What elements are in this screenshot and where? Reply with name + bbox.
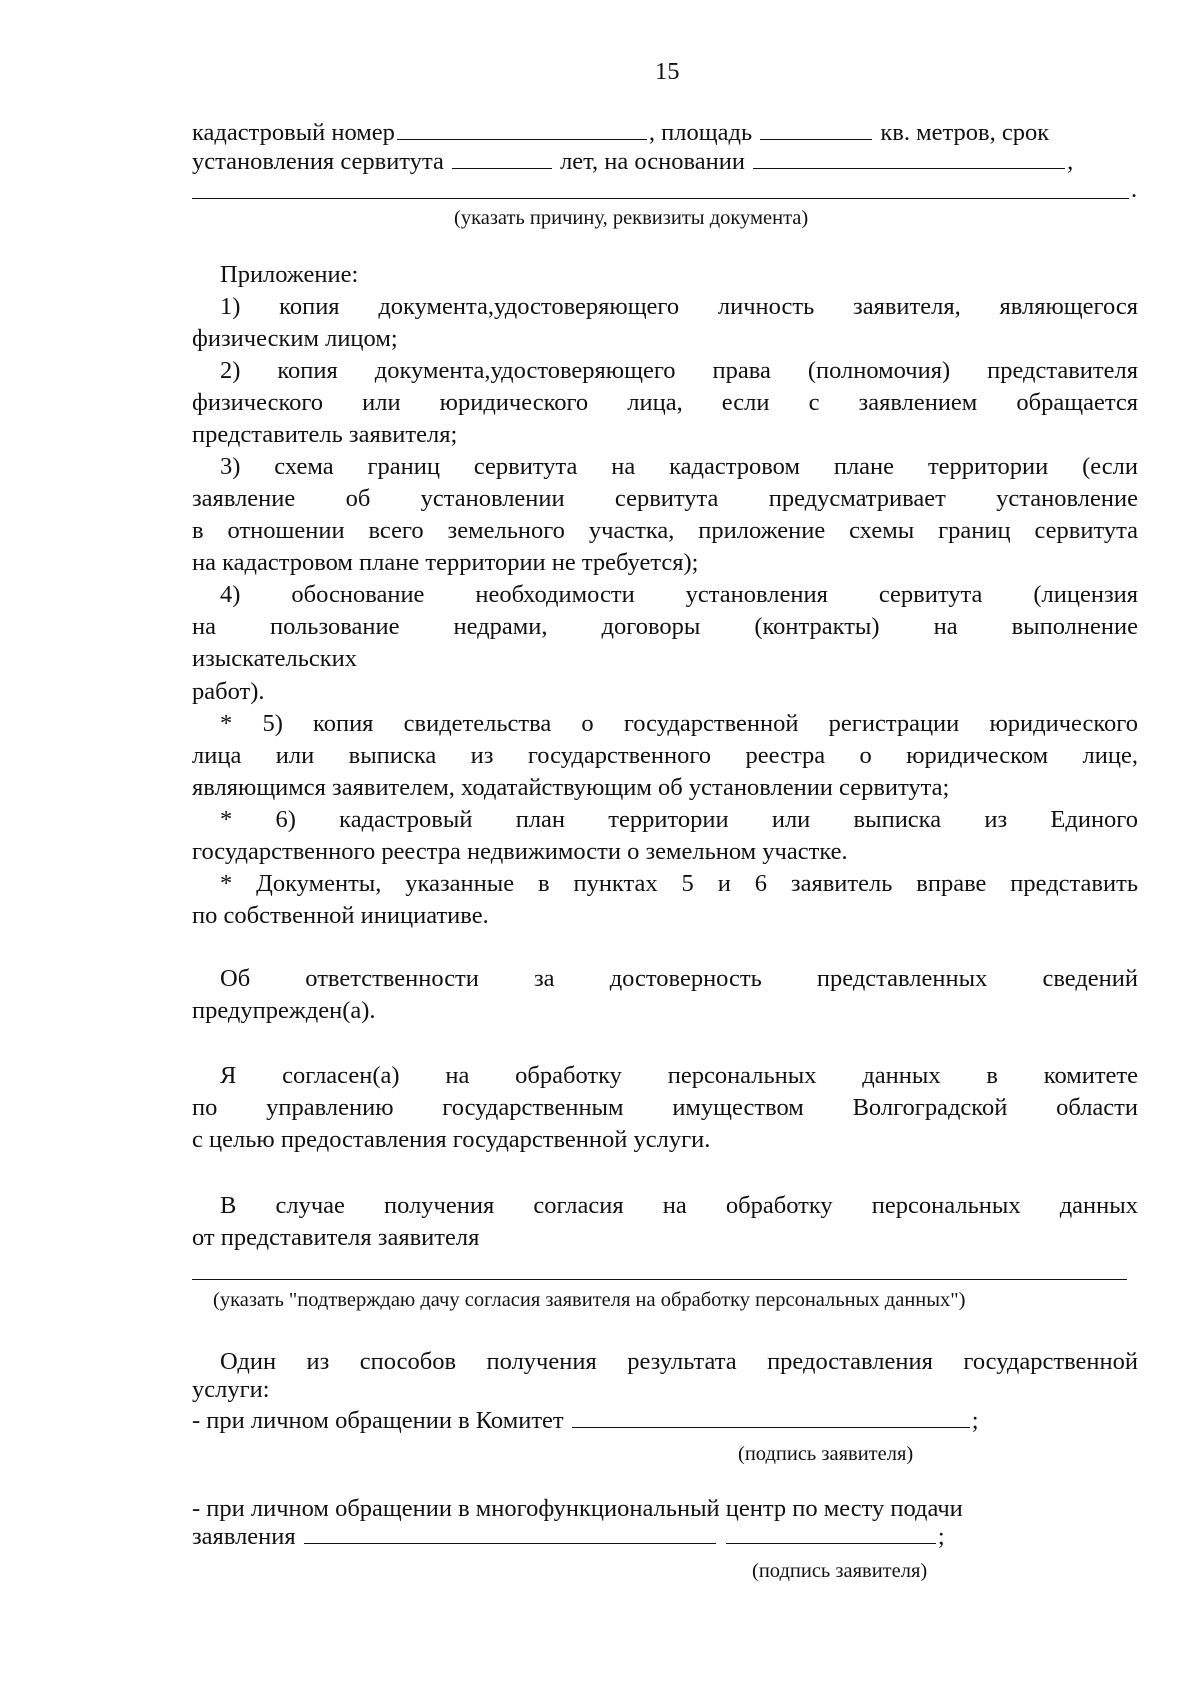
appendix-item-4-cont: на пользование недрами, договоры (контракты) на выполнение <box>192 613 1138 640</box>
appendix-item-4-cont2: изыскательских <box>192 645 358 672</box>
option-mfc-name-line <box>304 1542 716 1544</box>
appendix-item-2-cont: физического или юридического лица, если с заявлением обращается <box>192 389 1138 416</box>
option-committee-label: - при личном обращении в Комитет <box>192 1407 564 1434</box>
appendix-item-2-end: представитель заявителя; <box>192 421 458 448</box>
representative-consent-hint: (указать "подтверждаю дачу согласия заявителя на обработку персональных данных") <box>213 1289 966 1311</box>
option-mfc-signature-hint: (подпись заявителя) <box>752 1560 928 1582</box>
result-methods-intro: Один из способов получения результата предоставления государственной <box>220 1348 1138 1375</box>
basis-hint: (указать причину, реквизиты документа) <box>454 207 809 229</box>
appendix-item-6: * 6) кадастровый план территории или выписка из Единого <box>220 806 1138 833</box>
area-unit-label: кв. метров, срок <box>880 119 1050 146</box>
option-mfc-line1: - при личном обращении в многофункциональный центр по месту подачи <box>192 1495 963 1522</box>
page-number: 15 <box>655 58 680 85</box>
representative-statement: В случае получения согласия на обработку персональных данных <box>220 1192 1138 1219</box>
representative-consent-line <box>192 1279 1127 1280</box>
appendix-item-1-cont: физическим лицом; <box>192 325 398 352</box>
basis-line-end: . <box>1131 176 1138 203</box>
cadastral-number-blank <box>397 138 647 140</box>
basis-continuation-line <box>192 198 1129 199</box>
appendix-item-3-end: на кадастровом плане территории не требуется); <box>192 549 699 576</box>
appendix-item-4: 4) обоснование необходимости установления сервитута (лицензия <box>220 581 1138 608</box>
cadastral-label: кадастровый номер <box>192 119 395 146</box>
term-label: установления сервитута <box>192 148 444 175</box>
area-blank <box>760 138 872 140</box>
consent-statement: Я согласен(а) на обработку персональных данных в комитете <box>220 1062 1138 1089</box>
appendix-item-6-end: государственного реестра недвижимости о земельном участке. <box>192 838 848 865</box>
consent-statement-cont: по управлению государственным имуществом Волгоградской области <box>192 1094 1138 1121</box>
appendix-item-5-end: являющимся заявителем, ходатайствующим об установлении сервитута; <box>192 774 950 801</box>
appendix-item-5: * 5) копия свидетельства о государственной регистрации юридического <box>220 710 1138 737</box>
responsibility-statement: Об ответственности за достоверность представленных сведений <box>220 965 1138 992</box>
appendix-item-3: 3) схема границ сервитута на кадастровом плане территории (если <box>220 453 1138 480</box>
basis-blank <box>753 167 1065 169</box>
term-blank <box>452 167 552 169</box>
appendix-item-3-cont2: в отношении всего земельного участка, приложение схемы границ сервитута <box>192 517 1138 544</box>
appendix-title: Приложение: <box>220 261 359 288</box>
representative-statement-end: от представителя заявителя <box>192 1224 480 1251</box>
basis-comma: , <box>1067 148 1074 175</box>
option-mfc-end: ; <box>937 1523 945 1550</box>
option-committee-row <box>192 1405 979 1437</box>
appendix-note: * Документы, указанные в пунктах 5 и 6 заявитель вправе представить <box>220 870 1138 897</box>
option-committee-signature-hint: (подпись заявителя) <box>738 1443 914 1465</box>
responsibility-statement-end: предупрежден(а). <box>192 997 376 1024</box>
servitude-term-row <box>192 146 1073 178</box>
appendix-note-end: по собственной инициативе. <box>192 902 489 929</box>
option-mfc-label: заявления <box>192 1523 296 1550</box>
appendix-item-2: 2) копия документа,удостоверяющего права (полномочия) представителя <box>220 357 1138 384</box>
consent-statement-end: с целью предоставления государственной услуги. <box>192 1126 711 1153</box>
appendix-item-5-cont: лица или выписка из государственного реестра о юридическом лице, <box>192 742 1138 769</box>
appendix-item-1: 1) копия документа,удостоверяющего личность заявителя, являющегося <box>220 293 1138 320</box>
option-committee-signature-line <box>572 1426 970 1428</box>
appendix-item-4-end: работ). <box>192 678 265 705</box>
option-committee-end: ; <box>971 1407 979 1434</box>
cadastral-row <box>192 117 1135 149</box>
basis-label: лет, на основании <box>560 148 745 175</box>
option-mfc-signature-line <box>726 1542 936 1544</box>
result-methods-intro-end: услуги: <box>192 1376 270 1403</box>
option-mfc-row <box>192 1521 945 1553</box>
appendix-item-3-cont: заявление об установлении сервитута предусматривает установление <box>192 485 1138 512</box>
area-label: , площадь <box>648 119 753 146</box>
